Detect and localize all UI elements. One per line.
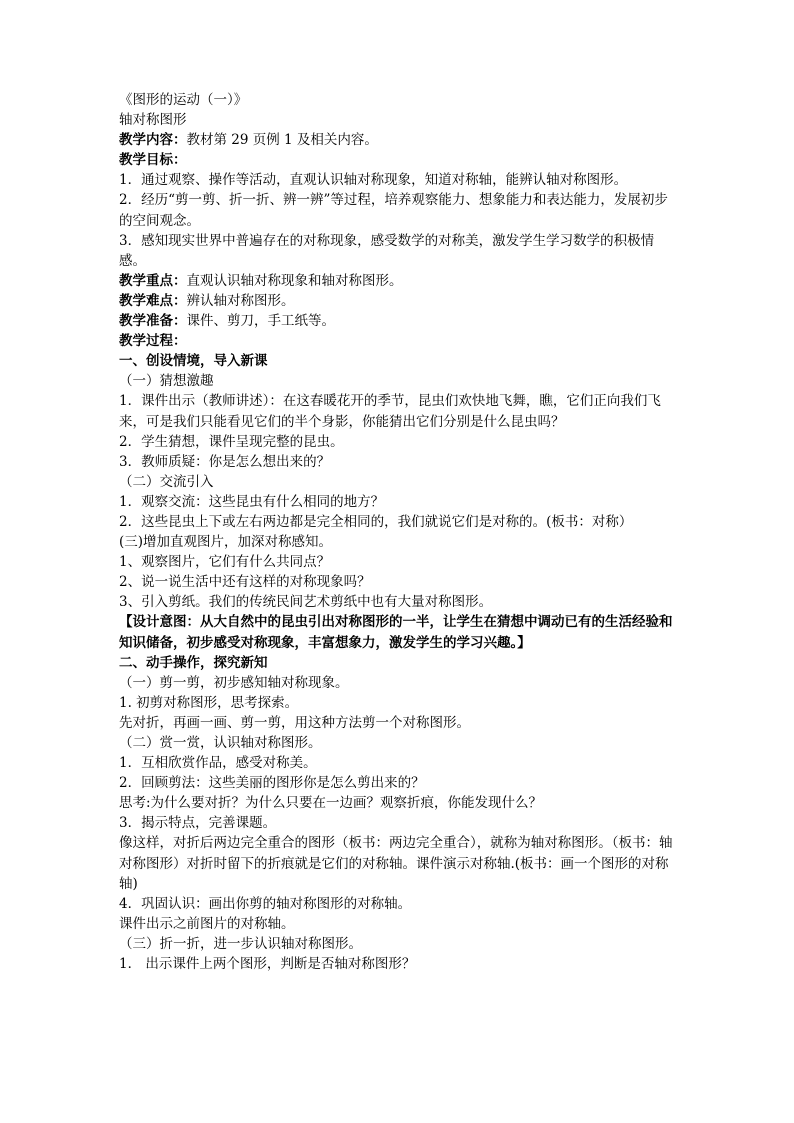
difficulty-label: 教学难点： [119,292,187,309]
section1-sub2: （二）交流引入 [119,473,214,490]
difficulty-text: 辨认轴对称图形。 [186,292,295,309]
section2-sub2: （二）赏一赏，认识轴对称图形。 [119,735,322,751]
preparation-label: 教学准备： [119,313,187,330]
section1-sub1-item-2: 2．学生猜想，课件呈现完整的昆虫。 [119,433,344,450]
section2-sub3: （三）折一折，进一步认识轴对称图形。 [119,935,362,952]
section1-sub1-item-3: 3．教师质疑：你是怎么想出来的？ [119,453,331,470]
section2-heading: 二、动手操作，探究新知 [119,654,268,671]
teaching-goal-2: 2．经历“剪一剪、折一折、辨一辨”等过程，培养观察能力、想象能力和表达能力，发展初步的空间观念。 [119,192,668,229]
teaching-goals-label: 教学目标： [119,152,187,169]
section2-sub2-item-3: 思考:为什么要对折？为什么只要在一边画？观察折痕，你能发现什么？ [119,795,543,812]
document-page [119,90,679,974]
teaching-difficulty [119,291,679,311]
teaching-key-point [119,271,679,291]
section1-sub1: （一）猜想激趣 [119,373,214,390]
teaching-content-text: 教材第 29 页例 1 及相关内容。 [186,132,378,149]
section1-sub2-item-2: 2．这些昆虫上下或左右两边都是完全相同的，我们就说它们是对称的。(板书：对称） [119,513,633,530]
teaching-goal-1: 1．通过观察、操作等活动，直观认识轴对称现象，知道对称轴，能辨认轴对称图形。 [119,172,628,189]
section2-sub2-item-5: 像这样，对折后两边完全重合的图形（板书：两边完全重合），就称为轴对称图形。（板书：轴对称图形）对折时留下的折痕就是它们的对称轴。课件演示对称轴.(板书：画一个图形的对称轴) [119,835,673,892]
section2-sub1-item-2: 先对折，再画一画、剪一剪，用这种方法剪一个对称图形。 [119,714,470,731]
section1-sub3-item-2: 2、说一说生活中还有这样的对称现象吗？ [119,574,371,591]
teaching-goal-3: 3．感知现实世界中普遍存在的对称现象，感受数学的对称美，激发学生学习数学的积极情感。 [119,232,655,269]
section2-sub2-item-4: 3．揭示特点，完善课题。 [119,815,277,832]
section2-sub3-item-1: 1． 出示课件上两个图形，判断是否轴对称图形？ [119,956,416,973]
section1-sub2-item-1: 1．观察交流：这些昆虫有什么相同的地方？ [119,493,385,510]
section1-sub3-item-3: 3、引入剪纸。我们的传统民间艺术剪纸中也有大量对称图形。 [119,594,493,611]
key-point-label: 教学重点： [119,272,187,289]
section1-sub3-item-1: 1、观察图片，它们有什么共同点？ [119,554,331,571]
section1-heading: 一、创设情境，导入新课 [119,353,268,370]
preparation-text: 课件、剪刀，手工纸等。 [186,313,335,330]
key-point-text: 直观认识轴对称现象和轴对称图形。 [186,272,403,289]
section2-sub1: （一）剪一剪，初步感知轴对称现象。 [119,674,349,691]
section1-sub1-item-1: 1．课件出示（教师讲述）：在这春暖花开的季节，昆虫们欢快地飞舞，瞧，它们正向我们飞来，可是我们只能看见它们的半个身影，你能猜出它们分别是什么昆虫吗？ [119,393,661,430]
document-title: 《图形的运动（一）》 [119,92,248,108]
teaching-content [119,130,679,150]
section2-sub2-item-2: 2．回顾剪法：这些美丽的图形你是怎么剪出来的？ [119,775,425,792]
section2-sub1-item-1: 1. 初剪对称图形，思考探索。 [119,694,299,711]
teaching-preparation [119,311,679,331]
teaching-content-label: 教学内容： [119,132,187,149]
section2-sub2-item-7: 课件出示之前图片的对称轴。 [119,915,295,932]
section1-sub3: (三)增加直观图片，加深对称感知。 [119,534,333,551]
document-subtitle: 轴对称图形 [119,112,187,129]
teaching-process-label: 教学过程： [119,333,187,350]
section1-design-intent: 【设计意图：从大自然中的昆虫引出对称图形的一半，让学生在猜想中调动已有的生活经验和知识储备，初步感受对称现象，丰富想象力，激发学生的学习兴趣。】 [119,614,673,651]
section2-sub2-item-6: 4．巩固认识：画出你剪的轴对称图形的对称轴。 [119,895,412,912]
section2-sub2-item-1: 1．互相欣赏作品，感受对称美。 [119,755,317,772]
